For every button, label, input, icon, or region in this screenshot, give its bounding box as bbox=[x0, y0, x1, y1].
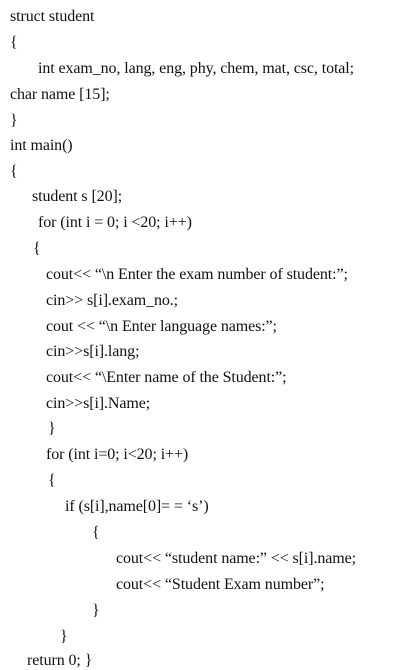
code-line: struct student bbox=[10, 8, 95, 25]
code-line: student s [20]; bbox=[32, 188, 123, 205]
code-line: } bbox=[92, 602, 100, 619]
code-line: { bbox=[92, 524, 100, 541]
code-line: { bbox=[48, 472, 56, 489]
code-line: cin>>s[i].Name; bbox=[46, 395, 151, 412]
code-line: int exam_no, lang, eng, phy, chem, mat, csc, total; bbox=[38, 60, 355, 77]
code-line: { bbox=[33, 240, 41, 257]
code-line: return 0; } bbox=[27, 652, 93, 669]
code-line: char name [15]; bbox=[10, 86, 110, 103]
code-line: cout<< “\n Enter the exam number of student:”; bbox=[46, 266, 348, 283]
code-line: } bbox=[10, 112, 18, 129]
code-line: cin>>s[i].lang; bbox=[46, 343, 140, 360]
code-line: if (s[i],name[0]= = ‘s’) bbox=[65, 498, 209, 515]
code-line: } bbox=[48, 420, 56, 437]
code-line: cin>> s[i].exam_no.; bbox=[46, 292, 179, 309]
code-line: for (int i = 0; i <20; i++) bbox=[38, 214, 192, 231]
code-line: { bbox=[10, 34, 18, 51]
code-line: cout<< “\Enter name of the Student:”; bbox=[46, 369, 287, 386]
code-line: cout << “\n Enter language names:”; bbox=[46, 318, 277, 335]
code-line: for (int i=0; i<20; i++) bbox=[46, 446, 189, 463]
code-line: cout<< “Student Exam number”; bbox=[116, 576, 325, 593]
code-line: cout<< “student name:” << s[i].name; bbox=[116, 550, 356, 567]
code-line: int main() bbox=[10, 137, 73, 154]
code-line: } bbox=[60, 628, 68, 645]
code-line: { bbox=[10, 163, 18, 180]
